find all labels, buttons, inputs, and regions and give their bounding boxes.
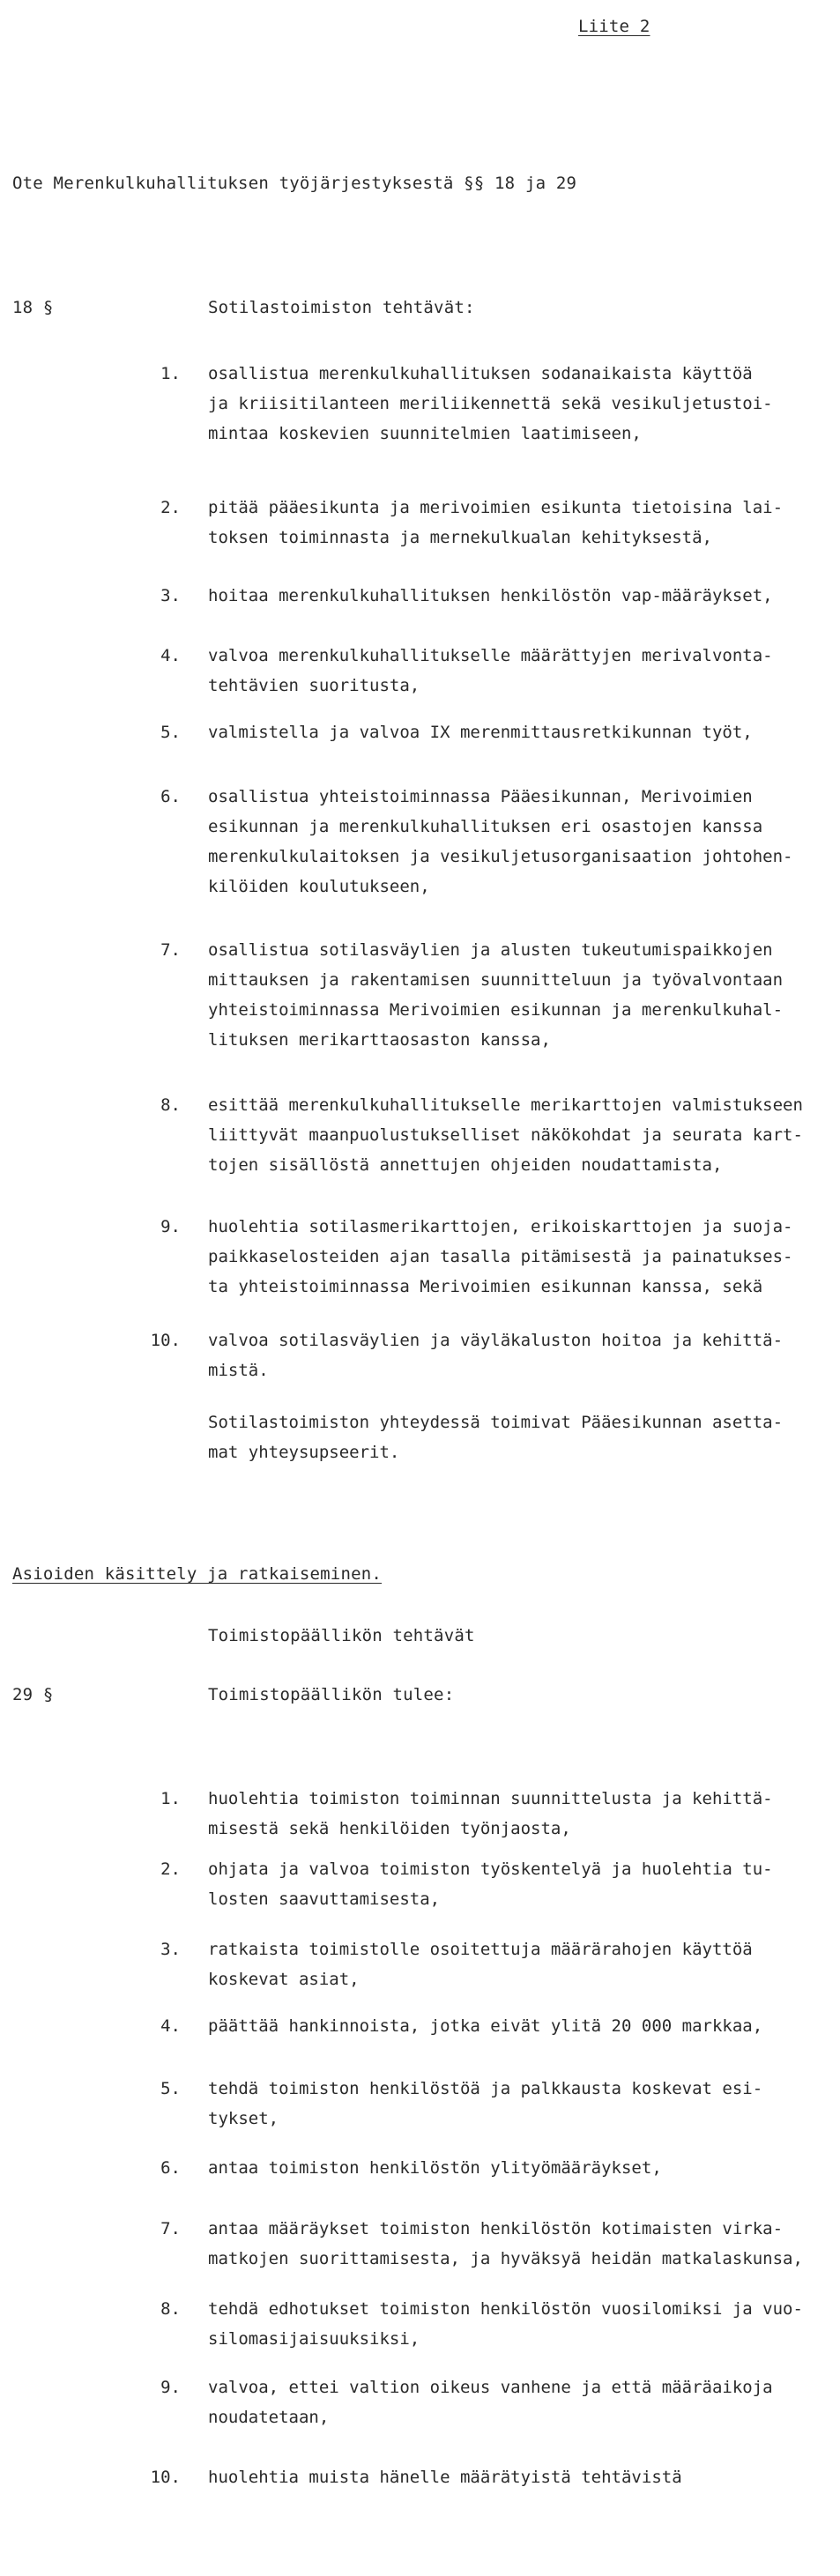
item-number: 9. <box>160 2378 181 2397</box>
item-line: misestä sekä henkilöiden työnjaosta, <box>208 1819 571 1838</box>
item-text <box>208 935 825 1055</box>
item-line: päättää hankinnoista, jotka eivät ylitä 20 000 markkaa, <box>208 2016 763 2036</box>
item-number: 4. <box>160 2016 181 2036</box>
item-line: tojen sisällöstä annettujen ohjeiden noudattamista, <box>208 1155 723 1175</box>
item-line: lituksen merikarttaosaston kanssa, <box>208 1030 551 1050</box>
section-29-heading: Toimistopäällikön tulee: <box>208 1685 455 1704</box>
section-18-note <box>208 1407 825 1467</box>
item-line: mintaa koskevien suunnitelmien laatimiseen, <box>208 424 642 443</box>
item-line: huolehtia sotilasmerikarttojen, erikoiskarttojen ja suoja- <box>208 1217 793 1236</box>
item-number: 7. <box>160 940 181 960</box>
item-line: pitää pääesikunta ja merivoimien esikunta tietoisina lai- <box>208 498 784 517</box>
item-text <box>208 1090 825 1180</box>
item-number: 2. <box>160 498 181 517</box>
item-number: 6. <box>160 787 181 806</box>
item-line: tykset, <box>208 2109 279 2128</box>
item-number: 10. <box>150 2468 181 2487</box>
item-line: silomasijaisuuksiksi, <box>208 2329 420 2349</box>
item-text <box>208 2294 825 2354</box>
item-text <box>208 581 825 611</box>
item-text <box>208 1854 825 1914</box>
item-line: paikkaselosteiden ajan tasalla pitämisestä ja painatukses- <box>208 1247 793 1266</box>
item-number: 3. <box>160 586 181 605</box>
item-line: koskevat asiat, <box>208 1970 360 1989</box>
item-line: merenkulkulaitoksen ja vesikuljetusorganisaation johtohen- <box>208 847 793 866</box>
item-number: 8. <box>160 1095 181 1115</box>
item-line: antaa toimiston henkilöstön ylityömääräykset, <box>208 2158 662 2178</box>
item-line: hoitaa merenkulkuhallituksen henkilöstön vap-määräykset, <box>208 586 773 605</box>
item-text <box>208 717 825 747</box>
item-line: toksen toiminnasta ja mernekulkualan kehityksestä, <box>208 528 712 547</box>
item-text <box>208 2074 825 2134</box>
item-text <box>208 2011 825 2041</box>
item-number: 1. <box>160 1789 181 1808</box>
item-line: esittää merenkulkuhallitukselle merikarttojen valmistukseen <box>208 1095 803 1115</box>
section-29-label: 29 § <box>12 1685 54 1704</box>
item-line: valvoa sotilasväylien ja väyläkaluston hoitoa ja kehittä- <box>208 1331 784 1350</box>
item-text <box>208 2153 825 2183</box>
item-text <box>208 2372 825 2432</box>
item-text <box>208 782 825 902</box>
item-number: 1. <box>160 364 181 383</box>
item-text <box>208 641 825 701</box>
item-line: ratkaista toimistolle osoitettuja määrärahojen käyttöä <box>208 1940 753 1959</box>
item-number: 2. <box>160 1860 181 1879</box>
item-number: 3. <box>160 1940 181 1959</box>
item-line: yhteistoiminnassa Merivoimien esikunnan ja merenkulkuhal- <box>208 1000 784 1020</box>
item-line: huolehtia toimiston toiminnan suunnittelusta ja kehittä- <box>208 1789 773 1808</box>
item-text <box>208 359 825 449</box>
item-number: 5. <box>160 723 181 742</box>
item-number: 10. <box>150 1331 181 1350</box>
item-line: huolehtia muista hänelle määrätyistä tehtävistä <box>208 2468 682 2487</box>
item-line: valvoa, ettei valtion oikeus vanhene ja että määräaikoja <box>208 2378 773 2397</box>
section-18-heading: Sotilastoimiston tehtävät: <box>208 298 475 317</box>
item-line: ta yhteistoiminnassa Merivoimien esikunnan kanssa, sekä <box>208 1277 763 1296</box>
section-18-label: 18 § <box>12 298 54 317</box>
item-line: antaa määräykset toimiston henkilöstön kotimaisten virka- <box>208 2219 784 2238</box>
item-line: esikunnan ja merenkulkuhallituksen eri osastojen kanssa <box>208 817 763 836</box>
note-line: Sotilastoimiston yhteydessä toimivat Pääesikunnan asetta- <box>208 1413 784 1432</box>
item-line: mistä. <box>208 1361 269 1380</box>
item-text <box>208 1325 825 1385</box>
item-line: ja kriisitilanteen meriliikennettä sekä vesikuljetustoi- <box>208 394 773 413</box>
item-line: liittyvät maanpuolustukselliset näkökohdat ja seurata kart- <box>208 1125 803 1145</box>
item-number: 9. <box>160 1217 181 1236</box>
item-number: 7. <box>160 2219 181 2238</box>
item-line: osallistua yhteistoiminnassa Pääesikunnan, Merivoimien <box>208 787 753 806</box>
item-line: kilöiden koulutukseen, <box>208 877 430 896</box>
section-29-subheading: Toimistopäällikön tehtävät <box>208 1626 475 1645</box>
item-text <box>208 1784 825 1844</box>
item-text <box>208 493 825 553</box>
item-line: ohjata ja valvoa toimiston työskentelyä ja huolehtia tu- <box>208 1860 773 1879</box>
item-line: osallistua sotilasväylien ja alusten tukeutumispaikkojen <box>208 940 773 960</box>
item-line: valmistella ja valvoa IX merenmittausretkikunnan työt, <box>208 723 753 742</box>
item-line: losten saavuttamisesta, <box>208 1889 441 1909</box>
item-text <box>208 1934 825 1994</box>
item-text <box>208 1212 825 1302</box>
item-line: tehdä edhotukset toimiston henkilöstön vuosilomiksi ja vuo- <box>208 2299 803 2319</box>
item-text <box>208 2214 825 2274</box>
item-line: osallistua merenkulkuhallituksen sodanaikaista käyttöä <box>208 364 753 383</box>
appendix-label: Liite 2 <box>578 17 650 36</box>
item-line: matkojen suorittamisesta, ja hyväksyä heidän matkalaskunsa, <box>208 2249 803 2268</box>
item-number: 6. <box>160 2158 181 2178</box>
item-number: 8. <box>160 2299 181 2319</box>
item-text <box>208 2462 825 2492</box>
item-line: valvoa merenkulkuhallitukselle määrättyjen merivalvonta- <box>208 646 773 665</box>
note-line: mat yhteysupseerit. <box>208 1443 400 1462</box>
item-line: noudatetaan, <box>208 2408 330 2427</box>
item-line: tehtävien suoritusta, <box>208 676 420 695</box>
item-number: 4. <box>160 646 181 665</box>
item-line: tehdä toimiston henkilöstöä ja palkkausta koskevat esi- <box>208 2079 763 2098</box>
item-number: 5. <box>160 2079 181 2098</box>
item-line: mittauksen ja rakentamisen suunnitteluun ja työvalvontaan <box>208 970 784 990</box>
section-29-title: Asioiden käsittely ja ratkaiseminen. <box>12 1564 383 1584</box>
document-title: Ote Merenkulkuhallituksen työjärjestyksestä §§ 18 ja 29 <box>12 174 577 193</box>
